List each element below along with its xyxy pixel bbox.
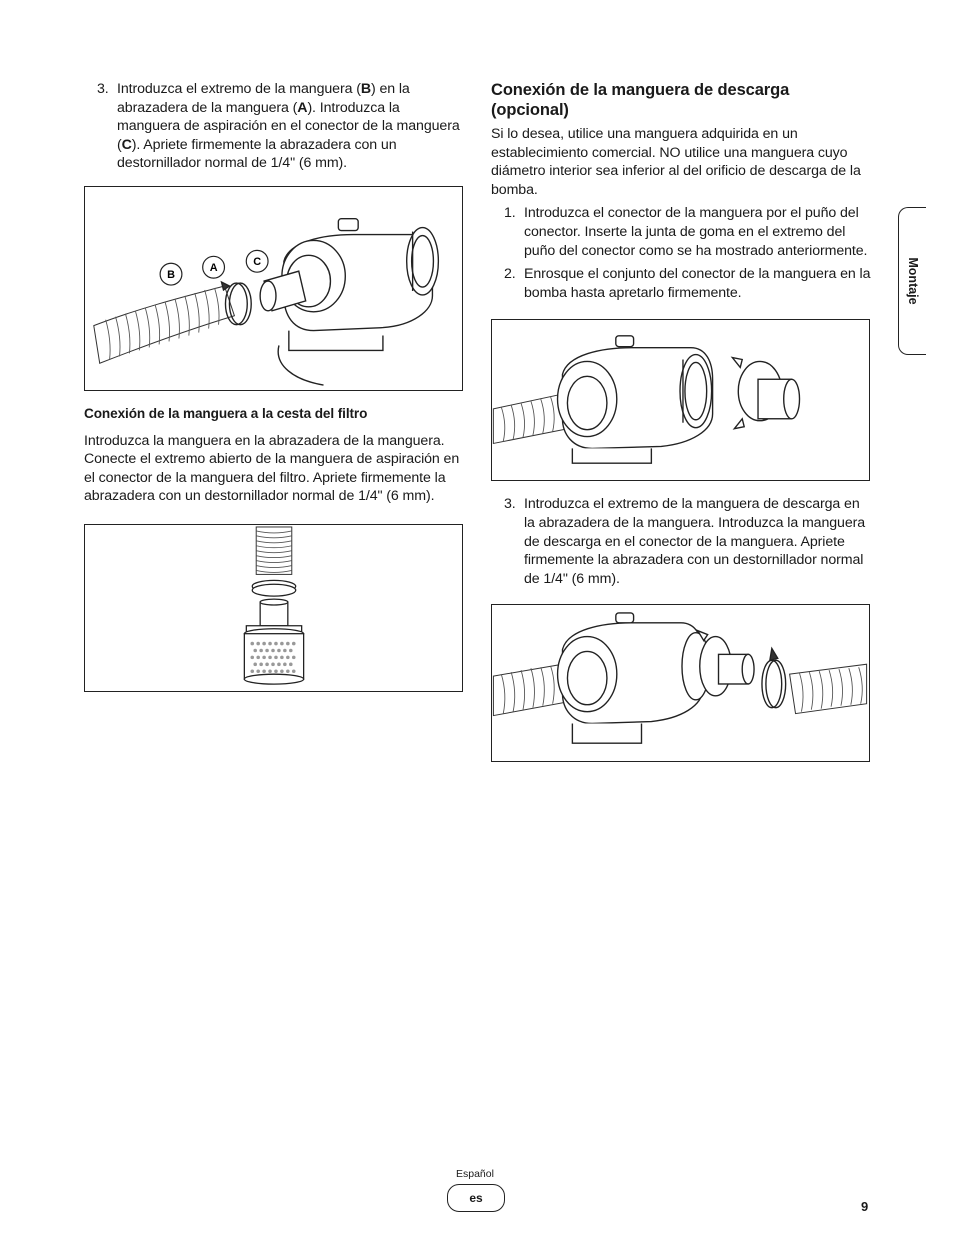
filter-basket-illustration (85, 525, 462, 691)
step-3-discharge (491, 495, 871, 588)
step-number: 2. (504, 266, 516, 283)
discharge-intro: Si lo desea, utilice una manguera adquirida en un establecimiento comercial. NO utilice una manguera cuyo diámetro interior sea inferior al del orificio de descarga de la bomba. (491, 126, 861, 198)
figure-discharge-hose (491, 604, 870, 762)
right-column (491, 80, 871, 762)
step-2-discharge (491, 265, 871, 302)
left-column (84, 80, 464, 692)
step-3-suction (84, 80, 464, 176)
svg-text:C: C (253, 256, 262, 269)
step-text: Introduzca el extremo de la manguera (B) en la abrazadera de la manguera (A). Introduzca la manguera de aspiración en el conector de la manguera (C). Apriete firmemente la abrazadera con un destornillador normal de 1/4" (6 mm). (117, 81, 460, 172)
filter-basket-paragraph: Introduzca la manguera en la abrazadera de la manguera. Conecte el extremo abierto de la manguera de aspiración en el conector de la manguera del filtro. Apriete firmemente la abrazadera con un destornillador normal de 1/4" (6 mm). (84, 432, 460, 505)
discharge-hose-heading: Conexión de la manguera de descarga (opcional) (491, 81, 790, 119)
section-tab (898, 207, 926, 355)
svg-text:A: A (209, 262, 218, 275)
figure-discharge-connector (491, 319, 870, 481)
language-label: Español (456, 1168, 494, 1180)
callout-a (203, 256, 225, 278)
discharge-hose-illustration (492, 605, 869, 761)
language-code-badge: es (447, 1184, 505, 1212)
figure-filter-basket (84, 524, 463, 692)
suction-hose-illustration (85, 187, 462, 390)
callout-b (160, 263, 182, 285)
step-number: 3. (504, 496, 516, 513)
page-number: 9 (861, 1199, 869, 1214)
step-text: Enrosque el conjunto del conector de la manguera en la bomba hasta apretarlo firmemente. (524, 266, 871, 301)
step-text: Introduzca el extremo de la manguera de descarga en la abrazadera de la manguera. Introduzca la manguera de descarga en el conector de la manguera. Apriete firmemente la abrazadera con un destornillador normal de 1/4" (6 mm). (524, 496, 866, 587)
svg-text:B: B (167, 269, 175, 282)
step-1-discharge (491, 204, 871, 260)
step-number: 3. (97, 81, 109, 97)
figure-suction-hose (84, 186, 463, 391)
filter-basket-subheading: Conexión de la manguera a la cesta del filtro (84, 406, 368, 421)
step-number: 1. (504, 205, 516, 222)
section-tab-label: Montaje (905, 257, 920, 305)
callout-c (246, 250, 268, 272)
discharge-connector-illustration (492, 320, 869, 480)
step-text: Introduzca el conector de la manguera por el puño del conector. Inserte la junta de goma en el extremo del puño del conector como se ha mostrado anteriormente. (524, 205, 868, 259)
